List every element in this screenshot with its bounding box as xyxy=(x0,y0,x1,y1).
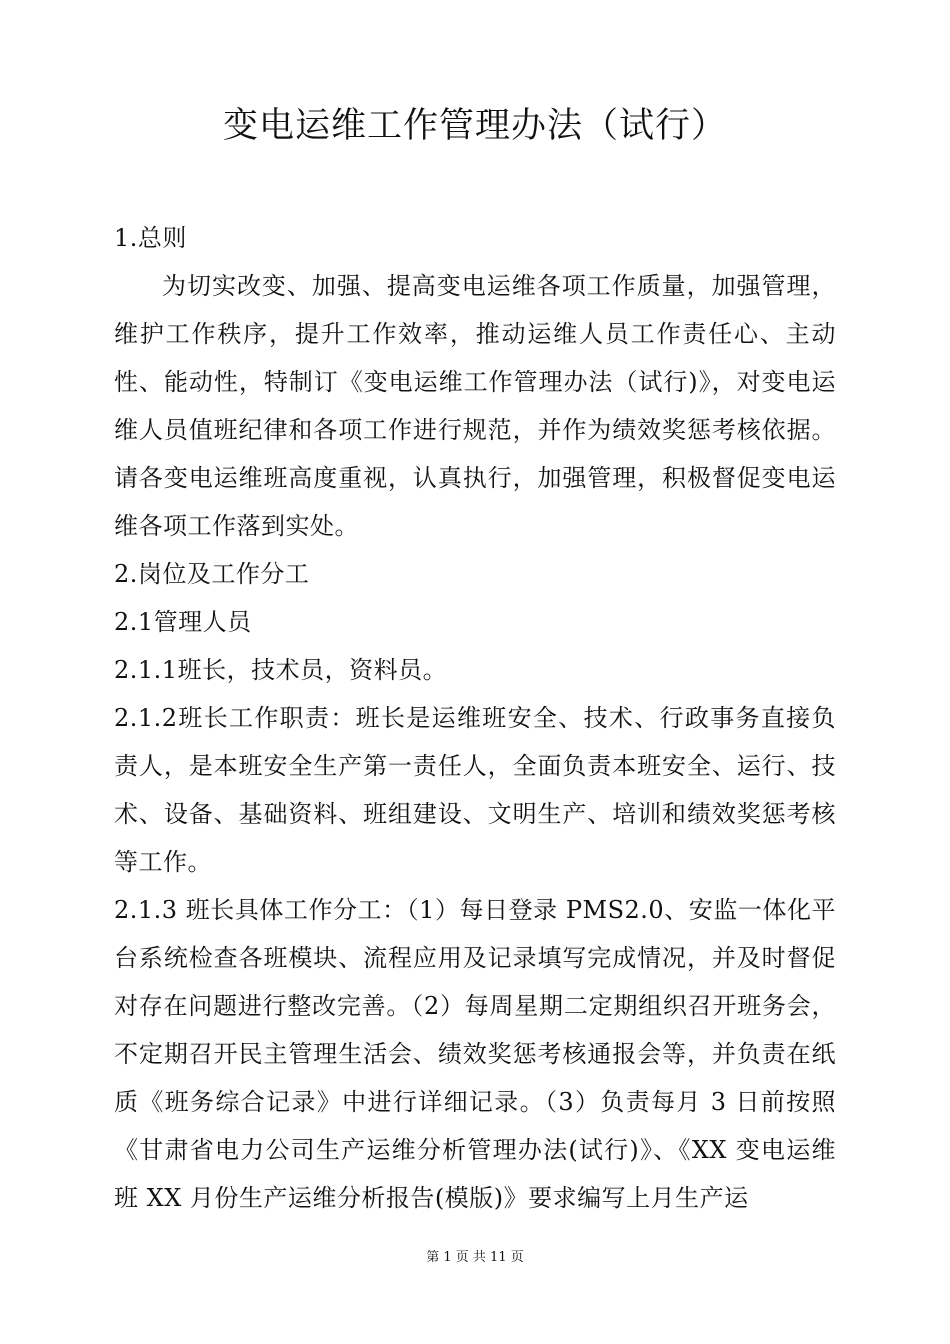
body-paragraph: 2.1.2班长工作职责：班长是运维班安全、技术、行政事务直接负责人，是本班安全生产第一责任人，全面负责本班安全、运行、技术、设备、基础资料、班组建设、文明生产、培训和绩效奖惩考核等工作。 xyxy=(114,704,836,876)
page-footer: 第 1 页 共 11 页 xyxy=(426,1250,524,1265)
body-paragraph: 为切实改变、加强、提高变电运维各项工作质量，加强管理，维护工作秩序，提升工作效率，推动运维人员工作责任心、主动性、能动性，特制订《变电运维工作管理办法（试行)》，对变电运维人员值班纪律和各项工作进行规范，并作为绩效奖惩考核依据。请各变电运维班高度重视，认真执行，加强管理，积极督促变电运维各项工作落到实处。 xyxy=(114,272,836,540)
section-heading: 2.岗位及工作分工 xyxy=(114,560,310,588)
section-heading: 1.总则 xyxy=(114,224,187,252)
document-body xyxy=(114,214,836,1222)
body-paragraph: 2.1.3 班长具体工作分工：（1）每日登录 PMS2.0、安监一体化平台系统检查各班模块、流程应用及记录填写完成情况，并及时督促对存在问题进行整改完善。（2）每周星期二定期组织召开班务会，不定期召开民主管理生活会、绩效奖惩考核通报会等，并负责在纸质《班务综合记录》中进行详细记录。（3）负责每月 3 日前按照《甘肃省电力公司生产运维分析管理办法(试行)》、《XX 变电运维班 XX 月份生产运维分析报告(模版)》要求编写上月生产运 xyxy=(114,896,836,1212)
body-paragraph: 2.1.1班长，技术员，资料员。 xyxy=(114,656,448,684)
document-title: 变电运维工作管理办法（试行） xyxy=(222,106,727,146)
subsection-heading: 2.1管理人员 xyxy=(114,608,252,636)
